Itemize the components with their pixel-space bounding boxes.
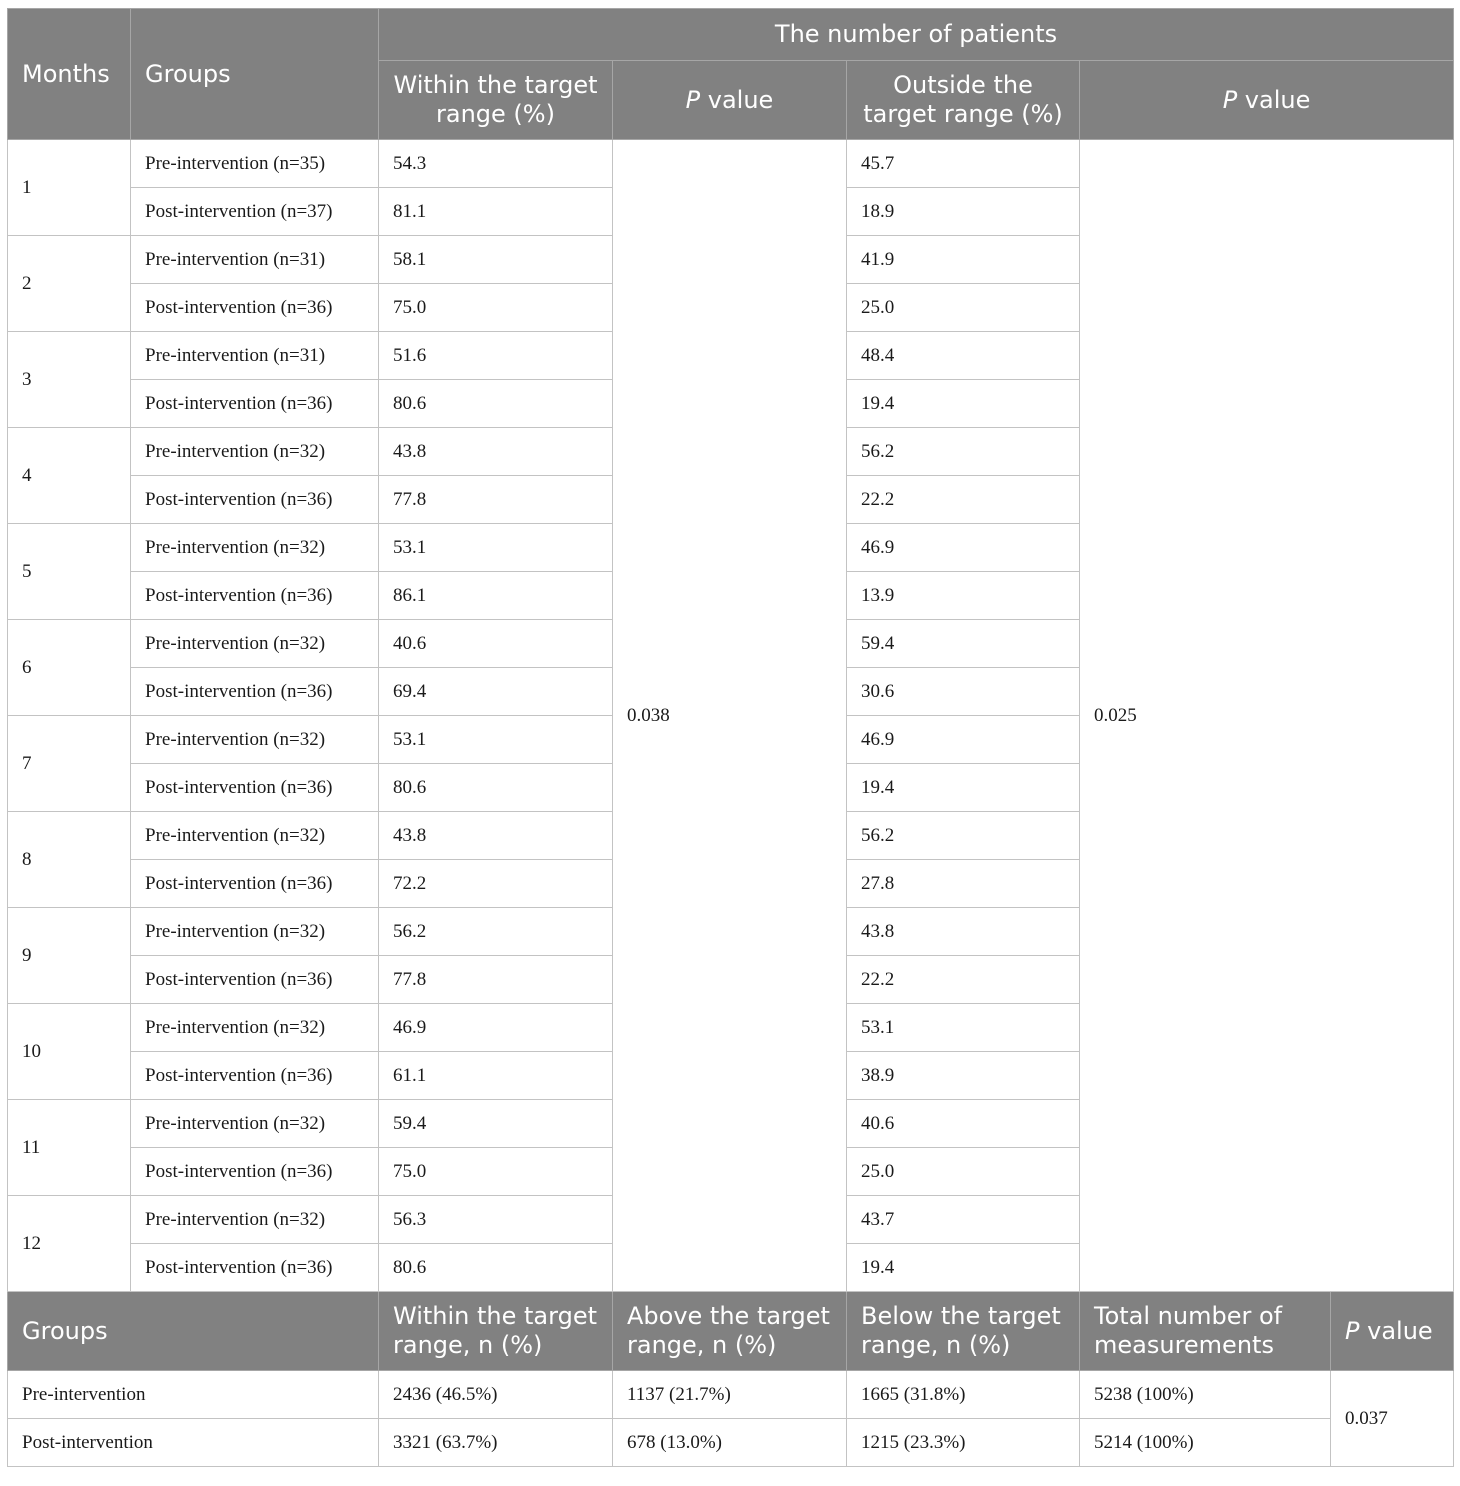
group-cell: Post-intervention (n=36)	[131, 1052, 379, 1100]
within-cell: 61.1	[379, 1052, 613, 1100]
within-cell: 77.8	[379, 476, 613, 524]
month-cell: 12	[8, 1196, 131, 1292]
within-cell: 80.6	[379, 764, 613, 812]
outside-cell: 43.7	[847, 1196, 1080, 1244]
group-cell: Post-intervention (n=36)	[131, 572, 379, 620]
within-cell: 43.8	[379, 812, 613, 860]
group-cell: Pre-intervention (n=32)	[131, 620, 379, 668]
summary-total-cell: 5238 (100%)	[1080, 1371, 1331, 1419]
group-cell: Pre-intervention (n=32)	[131, 716, 379, 764]
group-cell: Post-intervention (n=37)	[131, 188, 379, 236]
p-value-within-cell: 0.038	[613, 140, 847, 1292]
group-cell: Pre-intervention (n=31)	[131, 236, 379, 284]
outside-cell: 46.9	[847, 524, 1080, 572]
outside-cell: 18.9	[847, 188, 1080, 236]
header-row-1	[8, 9, 1454, 61]
group-cell: Post-intervention (n=36)	[131, 956, 379, 1004]
outside-cell: 30.6	[847, 668, 1080, 716]
within-cell: 75.0	[379, 284, 613, 332]
outside-cell: 22.2	[847, 476, 1080, 524]
outside-cell: 56.2	[847, 812, 1080, 860]
p-value-outside-header	[1080, 61, 1454, 140]
month-cell: 6	[8, 620, 131, 716]
group-cell: Post-intervention (n=36)	[131, 1244, 379, 1292]
patients-span-header: The number of patients	[379, 9, 1454, 61]
summary-above-cell: 1137 (21.7%)	[613, 1371, 847, 1419]
p-letter: P	[685, 85, 701, 114]
patients-target-range-table	[7, 8, 1454, 1467]
group-cell: Post-intervention (n=36)	[131, 380, 379, 428]
group-cell: Post-intervention (n=36)	[131, 668, 379, 716]
outside-cell: 19.4	[847, 1244, 1080, 1292]
months-header: Months	[8, 9, 131, 140]
summary-group-cell: Post-intervention	[8, 1419, 379, 1467]
outside-cell: 19.4	[847, 380, 1080, 428]
within-cell: 69.4	[379, 668, 613, 716]
p-letter: P	[1222, 85, 1238, 114]
summary-within-cell: 3321 (63.7%)	[379, 1419, 613, 1467]
group-cell: Pre-intervention (n=32)	[131, 908, 379, 956]
within-cell: 56.3	[379, 1196, 613, 1244]
table-row	[8, 1419, 1454, 1467]
group-cell: Pre-intervention (n=32)	[131, 1196, 379, 1244]
summary-header-row	[8, 1292, 1454, 1371]
within-cell: 56.2	[379, 908, 613, 956]
outside-cell: 25.0	[847, 284, 1080, 332]
summary-below-cell: 1215 (23.3%)	[847, 1419, 1080, 1467]
summary-above-header: Above the target range, n (%)	[613, 1292, 847, 1371]
within-cell: 72.2	[379, 860, 613, 908]
month-cell: 3	[8, 332, 131, 428]
within-header: Within the target range (%)	[379, 61, 613, 140]
summary-p-value-header	[1331, 1292, 1454, 1371]
within-cell: 86.1	[379, 572, 613, 620]
within-cell: 80.6	[379, 380, 613, 428]
outside-cell: 38.9	[847, 1052, 1080, 1100]
group-cell: Post-intervention (n=36)	[131, 764, 379, 812]
group-cell: Pre-intervention (n=32)	[131, 428, 379, 476]
within-cell: 77.8	[379, 956, 613, 1004]
within-cell: 53.1	[379, 524, 613, 572]
group-cell: Post-intervention (n=36)	[131, 476, 379, 524]
within-cell: 43.8	[379, 428, 613, 476]
month-cell: 4	[8, 428, 131, 524]
p-suffix: value	[700, 85, 774, 114]
groups-header: Groups	[131, 9, 379, 140]
outside-cell: 46.9	[847, 716, 1080, 764]
month-cell: 8	[8, 812, 131, 908]
within-cell: 53.1	[379, 716, 613, 764]
summary-above-cell: 678 (13.0%)	[613, 1419, 847, 1467]
within-cell: 54.3	[379, 140, 613, 188]
p-value-within-header	[613, 61, 847, 140]
table-row	[8, 140, 1454, 188]
table-container	[7, 8, 1454, 1467]
outside-cell: 53.1	[847, 1004, 1080, 1052]
within-cell: 81.1	[379, 188, 613, 236]
month-cell: 5	[8, 524, 131, 620]
group-cell: Pre-intervention (n=32)	[131, 812, 379, 860]
month-cell: 9	[8, 908, 131, 1004]
group-cell: Pre-intervention (n=35)	[131, 140, 379, 188]
month-cell: 1	[8, 140, 131, 236]
outside-cell: 25.0	[847, 1148, 1080, 1196]
outside-cell: 27.8	[847, 860, 1080, 908]
group-cell: Post-intervention (n=36)	[131, 1148, 379, 1196]
summary-group-cell: Pre-intervention	[8, 1371, 379, 1419]
p-suffix: value	[1237, 85, 1311, 114]
outside-cell: 13.9	[847, 572, 1080, 620]
summary-total-header: Total number of measurements	[1080, 1292, 1331, 1371]
outside-cell: 56.2	[847, 428, 1080, 476]
month-cell: 7	[8, 716, 131, 812]
outside-cell: 45.7	[847, 140, 1080, 188]
within-cell: 46.9	[379, 1004, 613, 1052]
month-cell: 10	[8, 1004, 131, 1100]
table-row	[8, 1371, 1454, 1419]
summary-groups-header: Groups	[8, 1292, 379, 1371]
within-cell: 59.4	[379, 1100, 613, 1148]
within-cell: 80.6	[379, 1244, 613, 1292]
group-cell: Pre-intervention (n=32)	[131, 1100, 379, 1148]
outside-header: Outside the target range (%)	[847, 61, 1080, 140]
p-letter: P	[1345, 1316, 1360, 1345]
outside-cell: 41.9	[847, 236, 1080, 284]
outside-cell: 40.6	[847, 1100, 1080, 1148]
summary-p-value-cell: 0.037	[1331, 1371, 1454, 1467]
summary-below-cell: 1665 (31.8%)	[847, 1371, 1080, 1419]
outside-cell: 19.4	[847, 764, 1080, 812]
group-cell: Pre-intervention (n=32)	[131, 1004, 379, 1052]
outside-cell: 22.2	[847, 956, 1080, 1004]
month-cell: 2	[8, 236, 131, 332]
within-cell: 75.0	[379, 1148, 613, 1196]
outside-cell: 59.4	[847, 620, 1080, 668]
group-cell: Post-intervention (n=36)	[131, 860, 379, 908]
outside-cell: 48.4	[847, 332, 1080, 380]
summary-below-header: Below the target range, n (%)	[847, 1292, 1080, 1371]
within-cell: 40.6	[379, 620, 613, 668]
group-cell: Pre-intervention (n=31)	[131, 332, 379, 380]
group-cell: Post-intervention (n=36)	[131, 284, 379, 332]
group-cell: Pre-intervention (n=32)	[131, 524, 379, 572]
month-cell: 11	[8, 1100, 131, 1196]
within-cell: 51.6	[379, 332, 613, 380]
summary-total-cell: 5214 (100%)	[1080, 1419, 1331, 1467]
p-suffix: value	[1359, 1316, 1433, 1345]
summary-within-header: Within the target range, n (%)	[379, 1292, 613, 1371]
p-value-outside-cell: 0.025	[1080, 140, 1454, 1292]
outside-cell: 43.8	[847, 908, 1080, 956]
within-cell: 58.1	[379, 236, 613, 284]
summary-within-cell: 2436 (46.5%)	[379, 1371, 613, 1419]
